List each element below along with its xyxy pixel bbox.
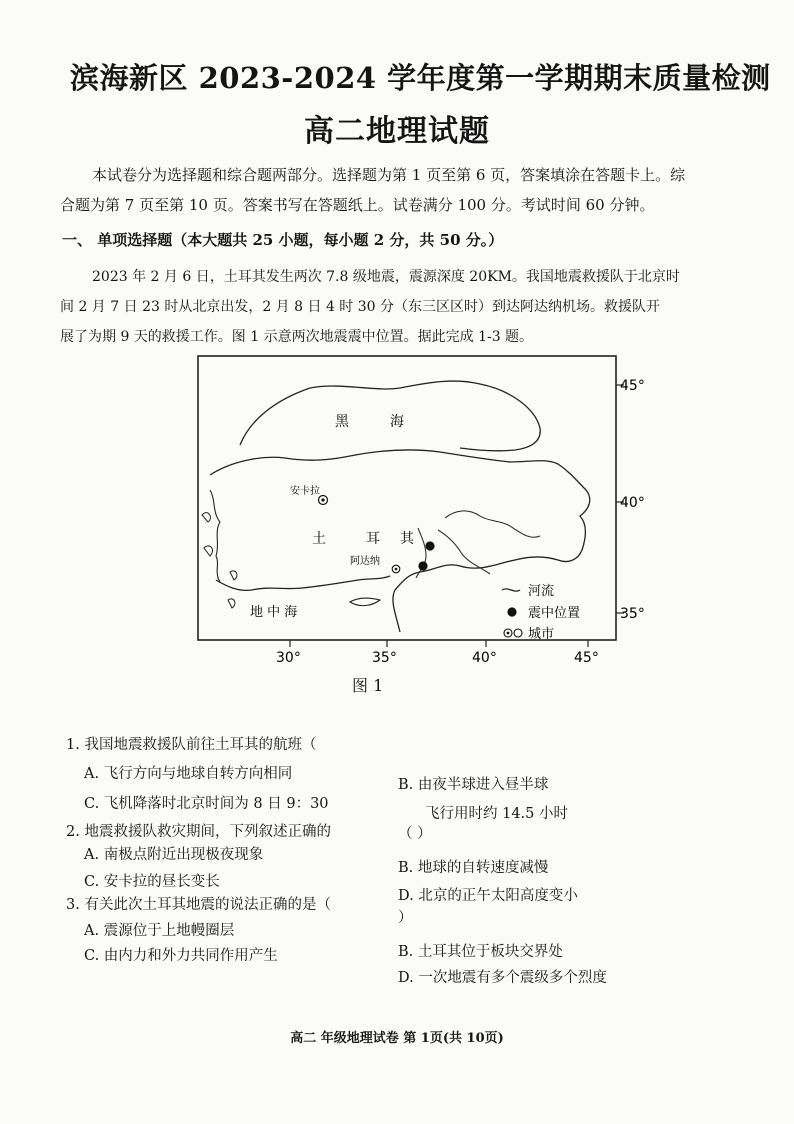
q1-option-a: A. 飞行方向与地球自转方向相同 (84, 766, 293, 782)
lon-label-30: 30° (276, 650, 301, 666)
turkey-earthquake-map (190, 350, 650, 675)
label-ankara: 安卡拉 (290, 486, 320, 497)
epicenter-1 (425, 541, 434, 550)
q3-option-a: A. 震源位于上地幔圈层 (84, 923, 235, 939)
q2-option-a: A. 南极点附近出现极夜现象 (84, 847, 264, 863)
legend-epicenter-icon (507, 607, 516, 616)
passage-line-3: 展了为期 9 天的救援工作。图 1 示意两次地震震中位置。据此完成 1-3 题。 (60, 329, 534, 345)
q1-option-d: 飞行用时约 14.5 小时 (425, 806, 569, 822)
q2-stem: 2. 地震救援队救灾期间，下列叙述正确的 (66, 824, 331, 840)
q2-option-b: B. 地球的自转速度减慢 (398, 860, 549, 876)
lon-label-40: 40° (472, 650, 497, 666)
intro-line-2: 合题为第 7 页至第 10 页。答案书写在答题纸上。试卷满分 100 分。考试时间 60 分钟。 (60, 196, 655, 214)
section-heading: 一、 单项选择题（本大题共 25 小题，每小题 2 分，共 50 分。） (62, 231, 504, 249)
label-turkey-1: 土 (312, 531, 326, 547)
lat-label-35: 35° (620, 606, 645, 622)
passage-line-1: 2023 年 2 月 6 日，土耳其发生两次 7.8 级地震，震源深度 20KM。我国地震救援队于北京时 (92, 269, 680, 285)
legend-city-label: 城市 (528, 627, 555, 642)
q2-option-d: D. 北京的正午太阳高度变小 (398, 888, 578, 904)
label-turkey-3: 其 (400, 531, 414, 547)
q3-stem: 3. 有关此次土耳其地震的说法正确的是（ (66, 897, 331, 913)
q1-stem: 1. 我国地震救援队前往土耳其的航班（ (66, 737, 317, 753)
q3-stem-tail: ） (398, 910, 413, 926)
q1-option-c: C. 飞机降落时北京时间为 8 日 9：30 (84, 796, 329, 812)
lon-label-35: 35° (372, 650, 397, 666)
label-adana: 阿达纳 (350, 556, 380, 567)
q2-stem-tail: （ ） (398, 826, 432, 842)
intro-line-1: 本试卷分为选择题和综合题两部分。选择题为第 1 页至第 6 页，答案填涂在答题卡上。综 (92, 166, 686, 184)
q3-option-c: C. 由内力和外力共同作用产生 (84, 948, 278, 964)
lon-label-45: 45° (574, 650, 599, 666)
passage-line-2: 间 2 月 7 日 23 时从北京出发，2 月 8 日 4 时 30 分（东三区区时）到达阿达纳机场。救援队开 (60, 299, 661, 315)
exam-subtitle: 高二地理试题 (304, 114, 490, 149)
page-footer: 高二 年级地理试卷 第 1页(共 10页) (290, 1031, 504, 1046)
figure-caption: 图 1 (352, 676, 384, 695)
q3-option-d: D. 一次地震有多个震级多个烈度 (398, 970, 607, 986)
legend-river-label: 河流 (528, 584, 555, 599)
epicenter-2 (418, 561, 427, 570)
legend-river-icon (502, 589, 520, 591)
river-1 (416, 528, 426, 578)
q3-option-b: B. 土耳其位于板块交界处 (398, 944, 563, 960)
cyprus (350, 598, 380, 606)
label-turkey-2: 耳 (366, 531, 380, 547)
q1-option-b: B. 由夜半球进入昼半球 (398, 777, 549, 793)
label-black-sea-2: 海 (390, 414, 404, 430)
lat-label-45: 45° (620, 378, 645, 394)
label-black-sea-1: 黑 (335, 414, 349, 430)
lat-label-40: 40° (620, 495, 645, 511)
label-mediterranean: 地 中 海 (250, 605, 298, 620)
q2-option-c: C. 安卡拉的昼长变长 (84, 874, 220, 890)
legend-epicenter-label: 震中位置 (528, 606, 581, 621)
exam-title: 滨海新区 2023-2024 学年度第一学期期末质量检测 (70, 61, 771, 95)
